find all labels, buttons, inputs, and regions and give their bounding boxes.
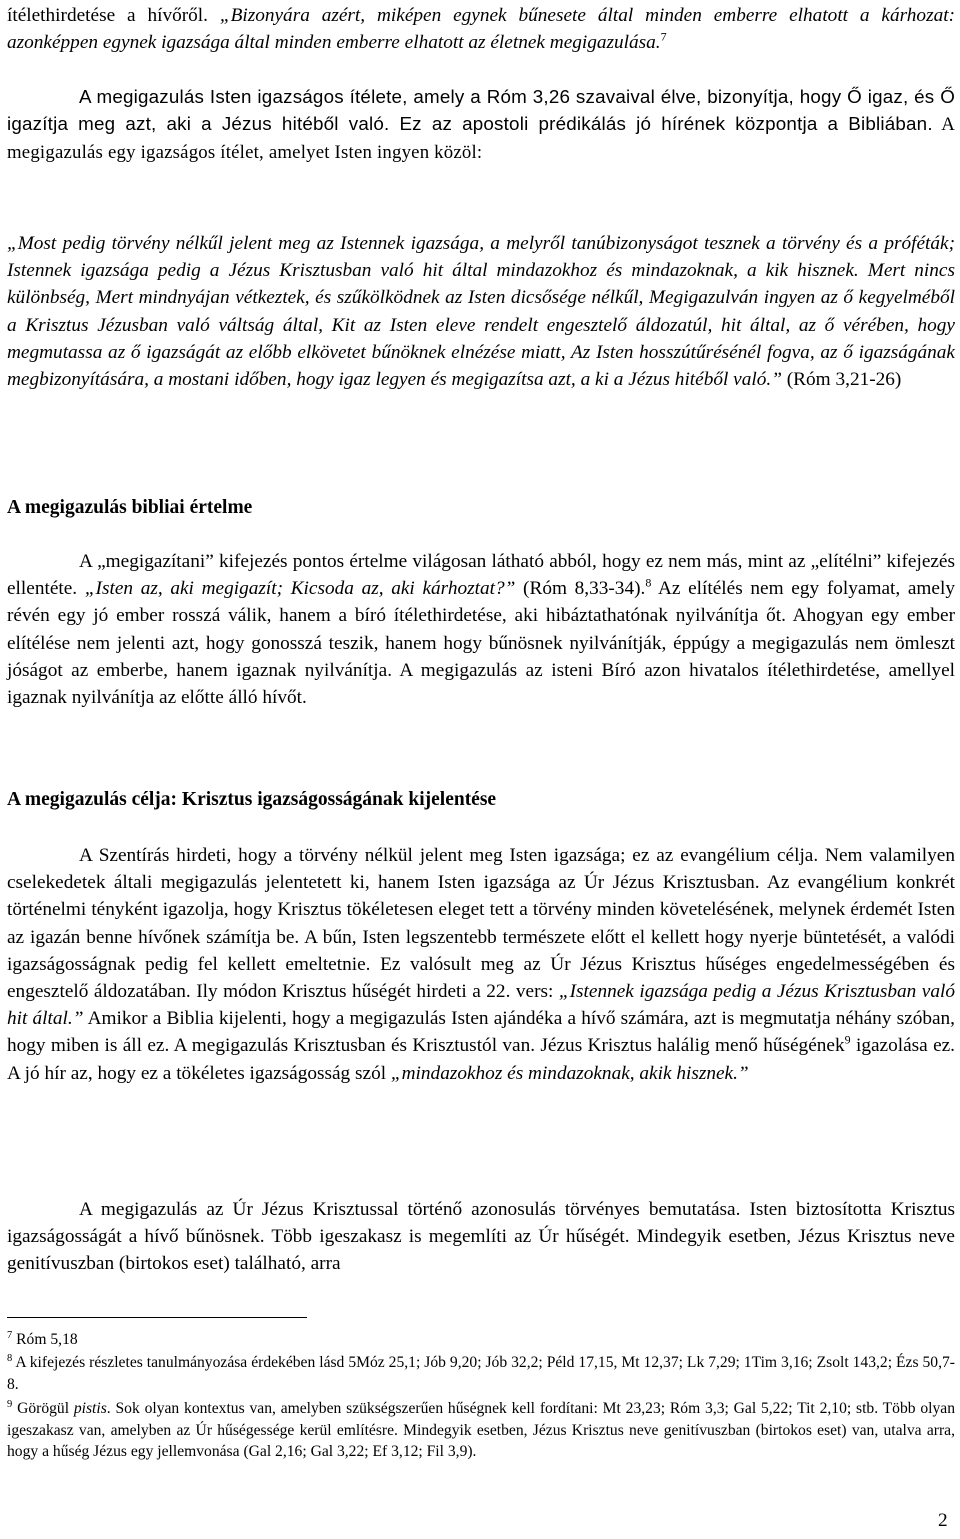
purpose-text-b: Amikor a Biblia kijelenti, hogy a megigazulás Isten ajándéka a hívő számára, azt is megmutatja néhány szóban, hogy miben is áll ez. A megigazulás Krisztusban és Krisztustól van. Jézus Krisztus halálig menő hűségének — [7, 1008, 955, 1057]
purpose-paragraph-2-text: A megigazulás az Úr Jézus Krisztussal történő azonosulás törvényes bemutatása. Isten biztosította Krisztus igazságosságát a hívő bűnösnek. Több igeszakasz is megemlíti az Úr hűségét. Mindegyik esetben, Jézus Krisztus neve genitívuszban (birtokos eset) található, arra — [7, 1199, 955, 1275]
romans-paragraph-text-a: A megigazulás Isten igazságos ítélete, amely a Róm 3,26 szavaival élve, bizonyítja, hogy Ő igaz, és Ő igazítja meg azt, aki a Jézus hitéből való. Ez az apostoli prédikálás jó hírének központja a Bibliában. — [7, 86, 955, 135]
footnote-7-text: Róm 5,18 — [16, 1331, 78, 1348]
purpose-paragraph-1 — [7, 842, 955, 1087]
footnote-9-text-b: . Sok olyan kontextus van, amelyben szükségszerűen hűségnek kell fordítani: Mt 23,23; Róm 3,3; Gal 5,22; Tit 2,10; stb. Több olyan igeszakasz van, amelyben az Úr hűségessége kerül említésre. Mindegyik esetben, Jézus Krisztus neve genitívuszban (birtokos eset) van, utalva arra, hogy a hűség Jézus egy jellemvonása (Gal 2,16; Gal 3,22; Ef 3,12; Fil 3,9). — [7, 1400, 955, 1460]
biblical-meaning-text-b: Az elítélés nem egy folyamat, amely révén egy jó ember rosszá válik, hanem a bíró ítélethirdetése, aki hibáztathatónak nyilvánítja őt. Ahogyan egy ember elítélése nem jelenti azt, hogy gonosszá teszik, hanem hogy bűnösnek nyilvánítják, éppúgy a megigazulás nem ömleszt jóságot az emberbe, hanem igaznak nyilvánítja. A megigazulás az isteni Bíró azon hivatalos ítélethirdetése, amellyel igaznak nyilvánítja az előtte álló hívőt. — [7, 578, 955, 709]
romans-paragraph — [7, 83, 955, 167]
footnote-separator — [7, 1317, 307, 1318]
footnote-ref-7: 7 — [660, 29, 667, 44]
purpose-text-a: A Szentírás hirdeti, hogy a törvény nélkül jelent meg Isten igazsága; ez az evangélium célja. Nem valamilyen cselekedetek általi megigazulás jelentetett ki, hanem Isten igazsága az Úr Jézus Krisztusban. Az evangélium konkrét történelmi tényként igazolja, hogy Krisztus tökéletesen eleget tett a törvény minden követelésének, melynek érdemét Isten az igazán benne hívőnek számítja be. A bűn, Isten legszentebb természete előtt el kellett hogy nyerje büntetését, a valódi igazságosságnak pedig fel kellett emeltetnie. Ez valósult meg az Úr Jézus Krisztus hűséges engedelmességében és engesztelő áldozatában. Ily módon Krisztus hűségét hirdeti a 22. vers: — [7, 845, 955, 1003]
intro-quote: „Bizonyára azért, miképen egynek bűnesete által minden emberre elhatott a kárhozat: azonképpen egynek igazsága által minden emberre elhatott az életnek megigazulása. — [7, 5, 955, 54]
purpose-quote-1: „Istennek igazsága pedig a Jézus Krisztusban való hit által.” — [7, 981, 955, 1030]
biblical-meaning-ref: (Róm 8,33-34). — [515, 578, 646, 600]
biblical-meaning-quote: „Isten az, aki megigazít; Kicsoda az, aki kárhoztat?” — [84, 578, 516, 600]
section-heading-purpose: A megigazulás célja: Krisztus igazságosságának kijelentése — [7, 789, 497, 810]
footnote-9-text-a: Görögül — [17, 1400, 74, 1417]
footnote-8-number: 8 — [7, 1352, 13, 1364]
romans-quote-text: „Most pedig törvény nélkűl jelent meg az Istennek igazsága, a melyről tanúbizonyságot tesznek a törvény és a próféták; Istennek igazsága pedig a Jézus Krisztusban való hit által mindazokhoz és mindazoknak, a kik hisznek. Mert nincs különbség, Mert mindnyájan vétkeztek, és szűkölködnek az Isten dicsősége nélkűl, Megigazulván ingyen az ő kegyelméből a Krisztus Jézusban való váltság által, Kit az Isten eleve rendelt engesztelő áldozatúl, hit által, az ő vérében, hogy megmutassa az ő igazságát az előbb elkövetet bűnöknek elnézése miatt, Az Isten hosszútűrésénél fogva, az ő igazságának megbizonyítására, a mostani időben, hogy igaz legyen és megigazítsa azt, a ki a Jézus hitéből való.” — [7, 233, 955, 391]
footnote-9-greek-word: pistis — [73, 1400, 107, 1417]
footnote-7-number: 7 — [7, 1329, 13, 1341]
romans-paragraph-text-b: A megigazulás egy igazságos ítélet, amelyet Isten ingyen közöl: — [7, 114, 956, 164]
section-heading-biblical-meaning: A megigazulás bibliai értelme — [7, 497, 253, 518]
purpose-text-c: igazolása ez. A jó hír az, hogy ez a tökéletes igazságosság szól — [7, 1035, 956, 1084]
footnote-ref-8: 8 — [645, 575, 652, 590]
purpose-quote-2: „mindazokhoz és mindazoknak, akik hisznek.” — [390, 1062, 749, 1084]
romans-quote-block — [7, 230, 955, 393]
footnote-8-text: A kifejezés részletes tanulmányozása érdekében lásd 5Móz 25,1; Jób 9,20; Jób 32,2; Péld 17,15, Mt 12,37; Lk 7,29; 1Tim 3,16; Zsolt 143,2; Ézs 50,7-8. — [7, 1354, 955, 1393]
purpose-paragraph-2 — [7, 1196, 955, 1278]
footnote-ref-9: 9 — [844, 1033, 851, 1047]
intro-paragraph — [7, 2, 955, 56]
footnote-9 — [7, 1398, 955, 1463]
footnote-9-number: 9 — [7, 1398, 13, 1410]
footnote-8 — [7, 1352, 955, 1395]
romans-quote-ref: (Róm 3,21-26) — [781, 369, 902, 391]
intro-text: ítélethirdetése a hívőről. — [7, 5, 220, 26]
biblical-meaning-paragraph — [7, 548, 955, 711]
biblical-meaning-text-a: A „megigazítani” kifejezés pontos értelme világosan látható abból, hogy ez nem más, mint az „elítélni” kifejezés ellentéte. — [7, 551, 955, 600]
footnote-7 — [7, 1329, 955, 1351]
page-number: 2 — [938, 1510, 948, 1531]
